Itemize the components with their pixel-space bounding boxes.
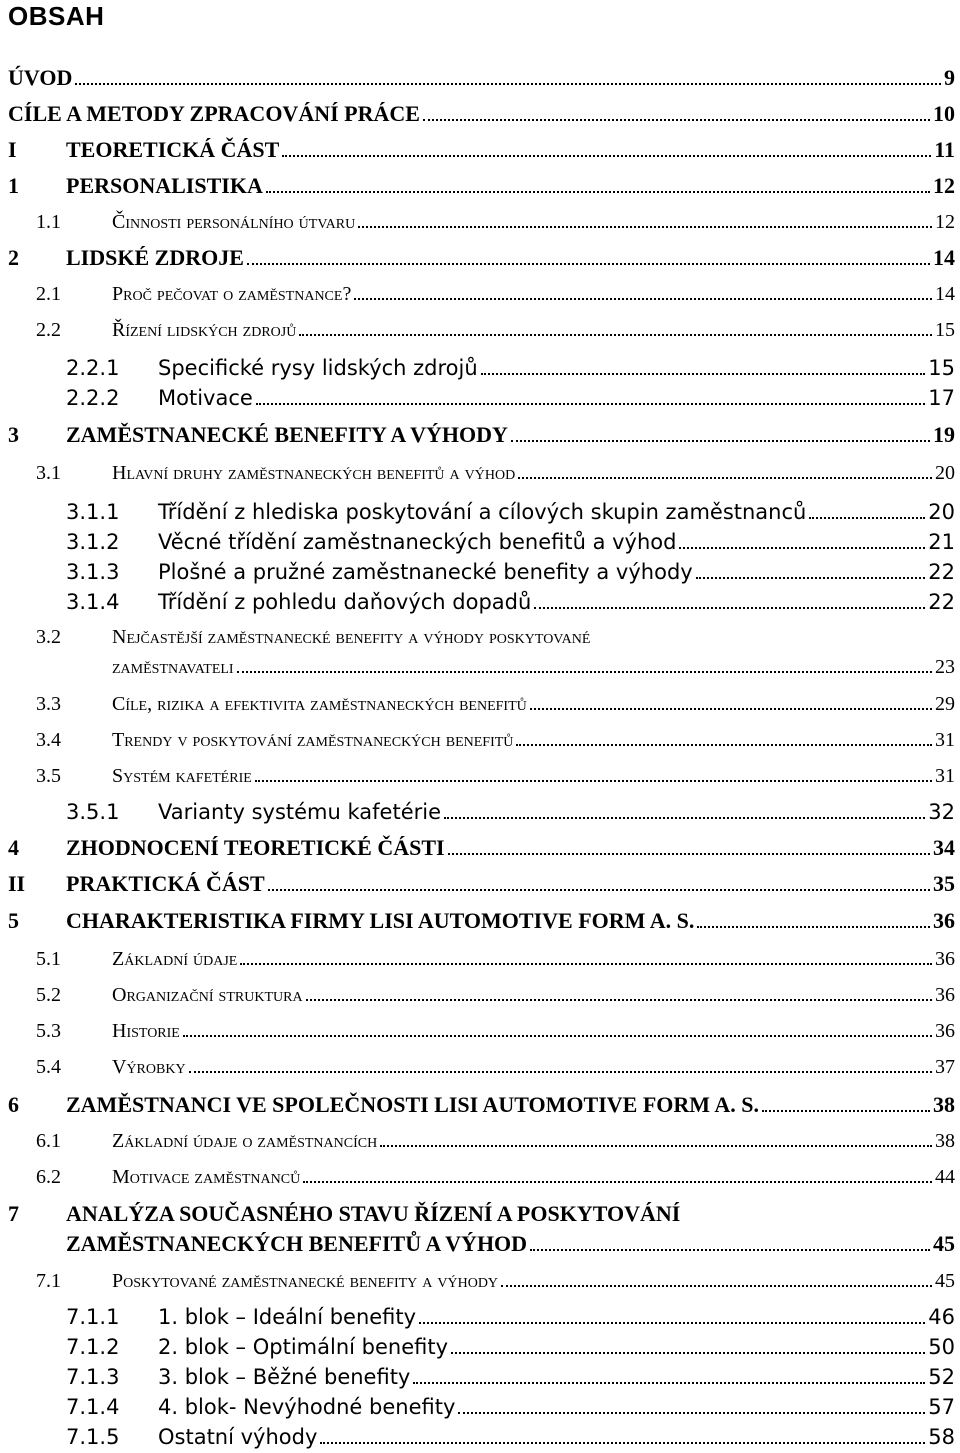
toc-page-number: 45 <box>935 1270 955 1292</box>
toc-entry-title: Proč pečovat o zaměstnance? <box>112 283 352 305</box>
toc-dot-leader <box>358 226 932 228</box>
toc-dot-leader <box>299 334 932 336</box>
toc-page-number: 17 <box>928 386 955 410</box>
toc-dot-leader <box>240 963 932 965</box>
toc-entry-title: ZAMĚSTNANECKÉ BENEFITY A VÝHODY <box>66 422 508 447</box>
toc-dot-leader <box>282 155 931 157</box>
toc-entry-number: 3.1.1 <box>66 500 120 524</box>
toc-entry-number: 5.4 <box>36 1056 61 1078</box>
toc-entry-number: 3.2 <box>36 626 61 648</box>
toc-entry-title: 3. blok – Běžné benefity <box>158 1365 411 1389</box>
toc-entry[interactable] <box>0 1392 955 1422</box>
toc-dot-leader <box>183 1035 932 1037</box>
toc-page-number: 15 <box>935 319 955 341</box>
toc-page-number: 50 <box>928 1335 955 1359</box>
toc-dot-leader <box>75 83 941 85</box>
toc-entry[interactable] <box>0 63 955 93</box>
toc-page-number: 21 <box>928 530 955 554</box>
toc-entry-number: 2.2.2 <box>66 386 120 410</box>
toc-dot-leader <box>530 1249 930 1251</box>
toc-entry[interactable] <box>0 1199 955 1259</box>
toc-dot-leader <box>423 119 930 121</box>
toc-dot-leader <box>481 373 926 375</box>
toc-page-number: 12 <box>935 211 955 233</box>
toc-dot-leader <box>501 1285 932 1287</box>
toc-entry-title: Ostatní výhody <box>158 1425 318 1449</box>
toc-entry-title: Motivace zaměstnanců <box>112 1166 301 1188</box>
toc-entry-number: 7.1.2 <box>66 1335 120 1359</box>
toc-entry-number: 3.5.1 <box>66 800 120 824</box>
toc-entry[interactable] <box>0 980 955 1010</box>
toc-entry[interactable] <box>0 527 955 557</box>
toc-entry[interactable] <box>0 689 955 719</box>
toc-page-number: 36 <box>933 908 955 933</box>
toc-dot-leader <box>809 517 925 519</box>
toc-dot-leader <box>266 191 930 193</box>
toc-dot-leader <box>255 780 932 782</box>
toc-entry-number: I <box>8 137 17 162</box>
toc-entry-title: Poskytované zaměstnanecké benefity a výhody <box>112 1270 499 1292</box>
toc-entry-title: Řízení lidských zdrojů <box>112 319 297 341</box>
toc-page-number: 22 <box>928 590 955 614</box>
toc-page-number: 14 <box>933 245 955 270</box>
toc-dot-leader <box>458 1412 925 1414</box>
toc-entry-number: 7.1.3 <box>66 1365 120 1389</box>
toc-entry-number: 7.1 <box>36 1270 61 1292</box>
toc-page-number: 20 <box>935 462 955 484</box>
toc-dot-leader <box>256 403 925 405</box>
toc-entry[interactable] <box>0 797 955 827</box>
toc-entry[interactable] <box>0 243 955 273</box>
toc-entry-title: Základní údaje o zaměstnancích <box>112 1130 378 1152</box>
toc-page-number: 38 <box>935 1130 955 1152</box>
toc-page-number: 9 <box>944 65 955 90</box>
toc-entry[interactable] <box>0 383 955 413</box>
toc-dot-leader <box>237 671 932 673</box>
toc-dot-leader <box>189 1071 932 1073</box>
toc-entry-number: 2 <box>8 245 19 270</box>
toc-entry[interactable] <box>0 869 955 899</box>
toc-entry[interactable] <box>0 353 955 383</box>
toc-entry-title: Specifické rysy lidských zdrojů <box>158 356 478 380</box>
toc-dot-leader <box>679 547 925 549</box>
toc-entry-title: Věcné třídění zaměstnaneckých benefitů a výhod <box>158 530 677 554</box>
toc-entry-title: TEORETICKÁ ČÁST <box>66 137 280 162</box>
toc-entry-number: 7.1.1 <box>66 1305 120 1329</box>
toc-entry-number: 6 <box>8 1092 19 1117</box>
toc-dot-leader <box>530 708 932 710</box>
toc-dot-leader <box>448 853 930 855</box>
toc-entry-number: 5.3 <box>36 1020 61 1042</box>
toc-dot-leader <box>451 1352 925 1354</box>
toc-dot-leader <box>413 1382 925 1384</box>
toc-entry-number: 3 <box>8 422 19 447</box>
toc-entry-title: Cíle, rizika a efektivita zaměstnaneckých benefitů <box>112 693 527 715</box>
toc-entry-title: ZHODNOCENÍ TEORETICKÉ ČÁSTI <box>66 835 445 860</box>
toc-page-number: 19 <box>933 422 955 447</box>
toc-entry-number: 7 <box>8 1201 19 1226</box>
toc-page-number: 10 <box>933 101 955 126</box>
toc-entry-number: 5.1 <box>36 948 61 970</box>
toc-page-number: 22 <box>928 560 955 584</box>
toc-entry-title: ÚVOD <box>8 65 73 90</box>
toc-entry-title: Hlavní druhy zaměstnaneckých benefitů a výhod <box>112 462 516 484</box>
toc-entry[interactable] <box>0 906 955 936</box>
toc-entry-number: 3.5 <box>36 765 61 787</box>
toc-page-number: 32 <box>928 800 955 824</box>
toc-dot-leader <box>518 477 932 479</box>
toc-dot-leader <box>380 1145 932 1147</box>
toc-entry-title: Historie <box>112 1020 180 1042</box>
toc-entry-title: Výrobky <box>112 1056 186 1078</box>
toc-page-number: 23 <box>935 656 955 678</box>
toc-entry-title: PERSONALISTIKA <box>66 173 263 198</box>
toc-entry[interactable] <box>0 587 955 617</box>
page-title: OBSAH <box>8 1 105 31</box>
toc-entry-title: Nejčastější zaměstnanecké benefity a výhody poskytované <box>112 626 591 648</box>
toc-entry-title: 1. blok – Ideální benefity <box>158 1305 417 1329</box>
toc-entry-title: Trendy v poskytování zaměstnaneckých benefitů <box>112 729 514 751</box>
toc-dot-leader <box>534 607 925 609</box>
toc-page-number: 36 <box>935 984 955 1006</box>
toc-page-number: 36 <box>935 948 955 970</box>
toc-entry[interactable] <box>0 420 955 450</box>
toc-page-number: 37 <box>935 1056 955 1078</box>
toc-entry-title: 2. blok – Optimální benefity <box>158 1335 449 1359</box>
toc-dot-leader <box>354 298 932 300</box>
toc-entry[interactable] <box>0 171 955 201</box>
toc-entry-title: Činnosti personálního útvaru <box>112 211 356 233</box>
toc-dot-leader <box>444 817 925 819</box>
toc-entry[interactable] <box>0 1332 955 1362</box>
toc-page-number: 31 <box>935 729 955 751</box>
toc-dot-leader <box>247 263 930 265</box>
toc-page-number: 35 <box>933 871 955 896</box>
toc-entry-title: Třídění z pohledu daňových dopadů <box>158 590 532 614</box>
toc-entry-title: Varianty systému kafetérie <box>158 800 442 824</box>
toc-entry[interactable] <box>0 1266 955 1296</box>
toc-entry-title: Třídění z hlediska poskytování a cílových skupin zaměstnanců <box>158 500 807 524</box>
toc-dot-leader <box>697 926 930 928</box>
toc-entry[interactable] <box>0 207 955 237</box>
toc-entry-title: Plošné a pružné zaměstnanecké benefity a výhody <box>158 560 693 584</box>
toc-entry-number: 2.1 <box>36 283 61 305</box>
toc-entry-number: 3.1.3 <box>66 560 120 584</box>
toc-entry-title: LIDSKÉ ZDROJE <box>66 245 244 270</box>
toc-entry[interactable] <box>0 622 955 682</box>
toc-entry-number: II <box>8 871 26 896</box>
toc-entry-title: CHARAKTERISTIKA FIRMY LISI AUTOMOTIVE FORM A. S. <box>66 908 695 933</box>
toc-page-number: 31 <box>935 765 955 787</box>
toc-entry-title: CÍLE A METODY ZPRACOVÁNÍ PRÁCE <box>8 101 420 126</box>
toc-dot-leader <box>268 889 930 891</box>
toc-entry[interactable] <box>0 1016 955 1046</box>
toc-dot-leader <box>511 440 930 442</box>
toc-dot-leader <box>762 1110 930 1112</box>
toc-entry-title: Organizační struktura <box>112 984 303 1006</box>
toc-entry-title-continued: zaměstnavateli <box>112 656 234 678</box>
toc-entry-title: ANALÝZA SOUČASNÉHO STAVU ŘÍZENÍ A POSKYTOVÁNÍ <box>66 1201 681 1226</box>
toc-entry-number: 5.2 <box>36 984 61 1006</box>
toc-entry[interactable] <box>0 1362 955 1392</box>
toc-entry[interactable] <box>0 99 955 129</box>
toc-entry[interactable] <box>0 1052 955 1082</box>
toc-page-number: 46 <box>928 1305 955 1329</box>
toc-page-number: 58 <box>928 1425 955 1449</box>
toc-entry[interactable] <box>0 1422 955 1452</box>
toc-entry-number: 5 <box>8 908 19 933</box>
toc-page-number: 36 <box>935 1020 955 1042</box>
toc-entry[interactable] <box>0 944 955 974</box>
toc-entry-number: 3.1 <box>36 462 61 484</box>
toc-dot-leader <box>303 1181 932 1183</box>
toc-page-number: 45 <box>933 1231 955 1256</box>
toc-page-number: 44 <box>935 1166 955 1188</box>
toc-entry[interactable] <box>0 725 955 755</box>
toc-entry[interactable] <box>0 833 955 863</box>
toc-entry[interactable] <box>0 1090 955 1120</box>
toc-dot-leader <box>306 999 932 1001</box>
toc-entry[interactable] <box>0 279 955 309</box>
toc-page-number: 20 <box>928 500 955 524</box>
toc-entry-number: 3.3 <box>36 693 61 715</box>
toc-entry-number: 3.4 <box>36 729 61 751</box>
toc-entry-number: 2.2.1 <box>66 356 120 380</box>
toc-entry-title: 4. blok- Nevýhodné benefity <box>158 1395 456 1419</box>
toc-entry-title: ZAMĚSTNANCI VE SPOLEČNOSTI LISI AUTOMOTIVE FORM A. S. <box>66 1092 759 1117</box>
toc-entry-number: 6.2 <box>36 1166 61 1188</box>
toc-page-number: 38 <box>933 1092 955 1117</box>
toc-entry[interactable] <box>0 1302 955 1332</box>
toc-entry[interactable] <box>0 315 955 345</box>
toc-page-number: 52 <box>928 1365 955 1389</box>
toc-entry-title: PRAKTICKÁ ČÁST <box>66 871 265 896</box>
toc-page-number: 11 <box>934 137 955 162</box>
toc-entry-number: 4 <box>8 835 19 860</box>
toc-entry-title: Systém kafetérie <box>112 765 252 787</box>
toc-entry[interactable] <box>0 1126 955 1156</box>
toc-entry-title-continued: ZAMĚSTNANECKÝCH BENEFITŮ A VÝHOD <box>66 1231 528 1256</box>
toc-entry[interactable] <box>0 458 955 488</box>
toc-entry[interactable] <box>0 1162 955 1192</box>
toc-page-number: 34 <box>933 835 955 860</box>
toc-entry-title: Základní údaje <box>112 948 238 970</box>
toc-entry[interactable] <box>0 135 955 165</box>
toc-page-number: 29 <box>935 693 955 715</box>
toc-entry-number: 1 <box>8 173 19 198</box>
toc-entry-number: 6.1 <box>36 1130 61 1152</box>
toc-entry-number: 2.2 <box>36 319 61 341</box>
toc-dot-leader <box>696 577 926 579</box>
toc-page-number: 57 <box>928 1395 955 1419</box>
toc-entry-number: 3.1.2 <box>66 530 120 554</box>
toc-entry-number: 7.1.5 <box>66 1425 120 1449</box>
toc-dot-leader <box>419 1322 925 1324</box>
toc-page-number: 12 <box>933 173 955 198</box>
toc-entry-number: 1.1 <box>36 211 61 233</box>
toc-entry-title: Motivace <box>158 386 253 410</box>
toc-dot-leader <box>320 1442 925 1444</box>
toc-entry-number: 3.1.4 <box>66 590 120 614</box>
toc-entry-number: 7.1.4 <box>66 1395 120 1419</box>
toc-dot-leader <box>516 744 932 746</box>
toc-page-number: 14 <box>935 283 955 305</box>
toc-entry[interactable] <box>0 761 955 791</box>
toc-page-number: 15 <box>928 356 955 380</box>
toc-entry[interactable] <box>0 557 955 587</box>
toc-entry[interactable] <box>0 497 955 527</box>
